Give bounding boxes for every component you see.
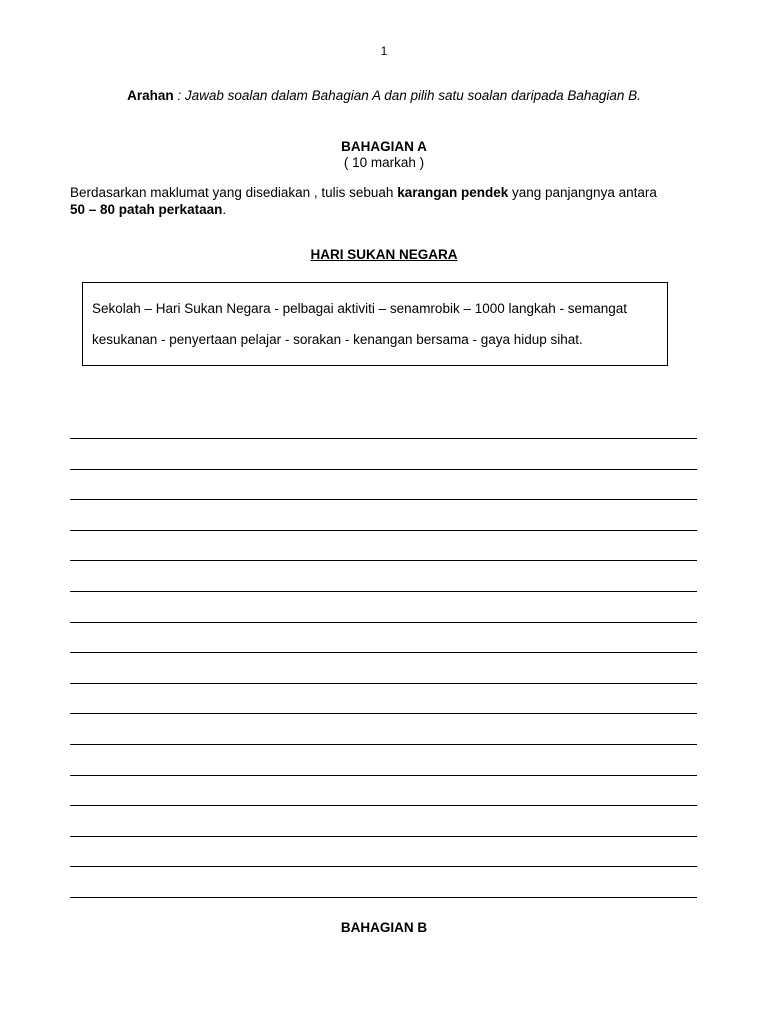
- writing-line[interactable]: [70, 652, 697, 653]
- writing-line[interactable]: [70, 836, 697, 837]
- writing-line[interactable]: [70, 683, 697, 684]
- task-description-line-1: [70, 185, 657, 200]
- writing-line[interactable]: [70, 805, 697, 806]
- page-number: 1: [380, 44, 388, 58]
- writing-line[interactable]: [70, 775, 697, 776]
- task-text-3: .: [222, 202, 227, 217]
- writing-line[interactable]: [70, 897, 697, 898]
- task-text-bold-2: 50 – 80 patah perkataan: [70, 202, 223, 217]
- essay-title: HARI SUKAN NEGARA: [310, 247, 458, 262]
- task-text-2: yang panjangnya antara: [508, 185, 657, 200]
- writing-line[interactable]: [70, 469, 697, 470]
- writing-line[interactable]: [70, 438, 697, 439]
- writing-line[interactable]: [70, 560, 697, 561]
- instruction-label: Arahan: [127, 88, 174, 103]
- writing-line[interactable]: [70, 866, 697, 867]
- writing-line[interactable]: [70, 713, 697, 714]
- section-a-title: BAHAGIAN A: [341, 139, 427, 154]
- section-b-title: BAHAGIAN B: [340, 920, 428, 935]
- writing-line[interactable]: [70, 530, 697, 531]
- writing-line[interactable]: [70, 591, 697, 592]
- writing-line[interactable]: [70, 622, 697, 623]
- instruction: [0, 88, 768, 103]
- hint-line-2: kesukanan - penyertaan pelajar - sorakan - kenangan bersama - gaya hidup sihat.: [92, 332, 583, 347]
- task-text-bold-1: karangan pendek: [397, 185, 509, 200]
- task-description-line-2: [70, 202, 226, 217]
- writing-line[interactable]: [70, 499, 697, 500]
- hint-line-1: Sekolah – Hari Sukan Negara - pelbagai aktiviti – senamrobik – 1000 langkah - semangat: [92, 301, 628, 316]
- task-text-1: Berdasarkan maklumat yang disediakan , tulis sebuah: [70, 185, 398, 200]
- section-a-marks: ( 10 markah ): [343, 155, 425, 170]
- hint-box: [82, 282, 668, 366]
- writing-line[interactable]: [70, 744, 697, 745]
- instruction-text: : Jawab soalan dalam Bahagian A dan pilih satu soalan daripada Bahagian B.: [173, 88, 641, 103]
